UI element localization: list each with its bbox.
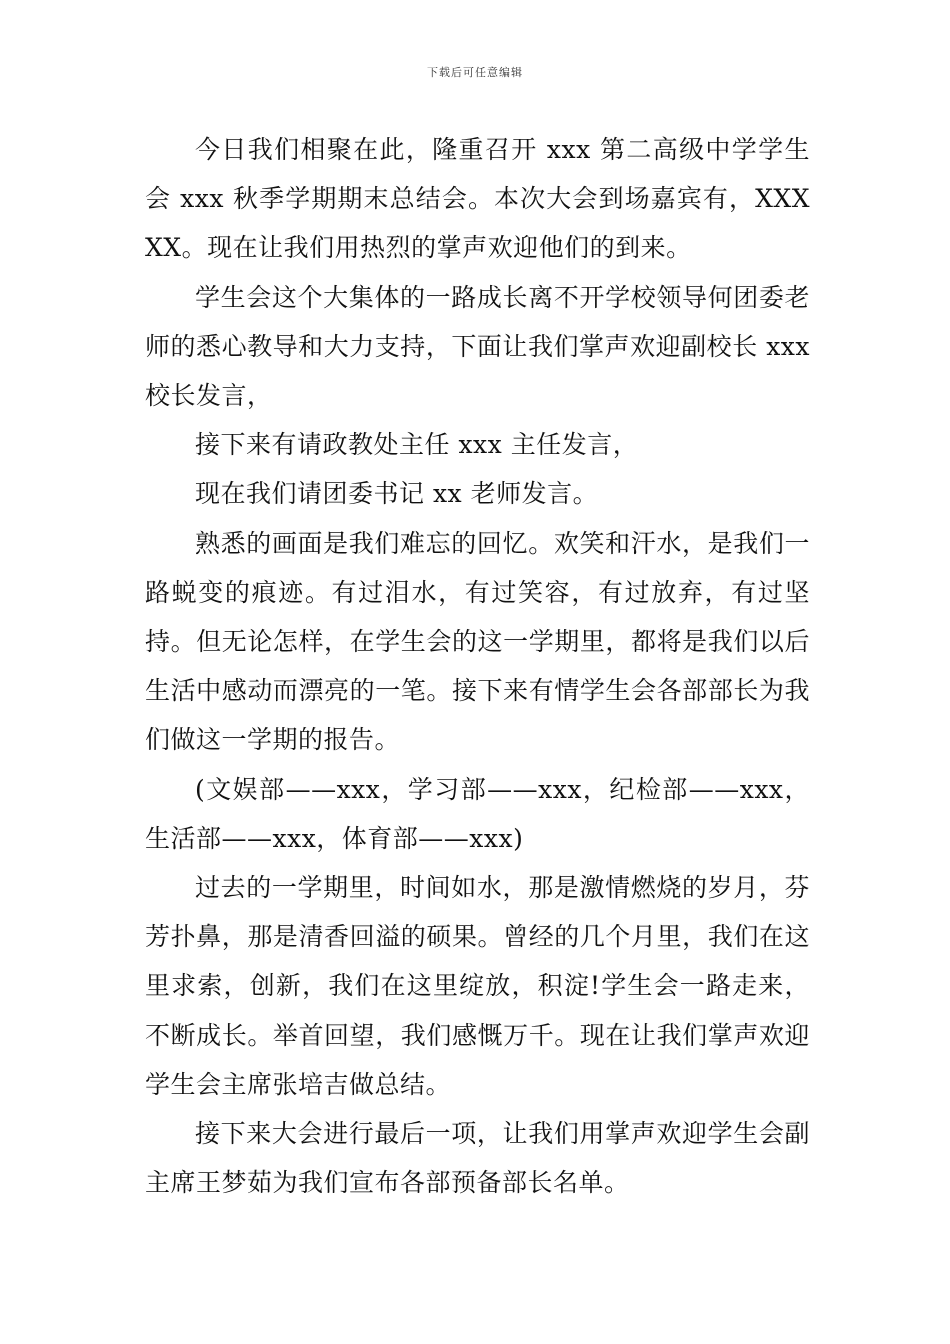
paragraph-secretary: 现在我们请团委书记 xx 老师发言。 bbox=[195, 479, 599, 509]
paragraph-director: 接下来有请政教处主任 xxx 主任发言， bbox=[195, 430, 639, 460]
paragraph-vice-principal: 学生会这个大集体的一路成长离不开学校领导何团委老师的悉心教导和大力支持，下面让我们掌声欢迎副校长 xxx 校长发言， bbox=[145, 282, 810, 411]
paragraph-departments: (文娱部——xxx，学习部——xxx，纪检部——xxx，生活部——xxx，体育部——xxx) bbox=[145, 774, 810, 853]
paragraph-review: 过去的一学期里，时间如水，那是激情燃烧的岁月，芬芳扑鼻，那是清香回溢的硕果。曾经的几个月里，我们在这里求索，创新，我们在这里绽放，积淀!学生会一路走来，不断成长。举首回望，我们感慨万千。现在让我们掌声欢迎学生会主席张培吉做总结。 bbox=[145, 873, 810, 1099]
paragraph-memories: 熟悉的画面是我们难忘的回忆。欢笑和汗水，是我们一路蜕变的痕迹。有过泪水，有过笑容，有过放弃，有过坚持。但无论怎样，在学生会的这一学期里，都将是我们以后生活中感动而漂亮的一笔。接下来有情学生会各部部长为我们做这一学期的报告。 bbox=[145, 528, 810, 755]
paragraph-opening: 今日我们相聚在此，隆重召开 xxx 第二高级中学学生会 xxx 秋季学期期末总结会。本次大会到场嘉宾有，XXXXX。现在让我们用热烈的掌声欢迎他们的到来。 bbox=[145, 135, 810, 263]
document-body bbox=[145, 125, 810, 1207]
page-header-note: 下载后可任意编辑 bbox=[427, 66, 523, 79]
paragraph-final-item: 接下来大会进行最后一项，让我们用掌声欢迎学生会副主席王梦茹为我们宣布各部预备部长名单。 bbox=[145, 1119, 810, 1198]
